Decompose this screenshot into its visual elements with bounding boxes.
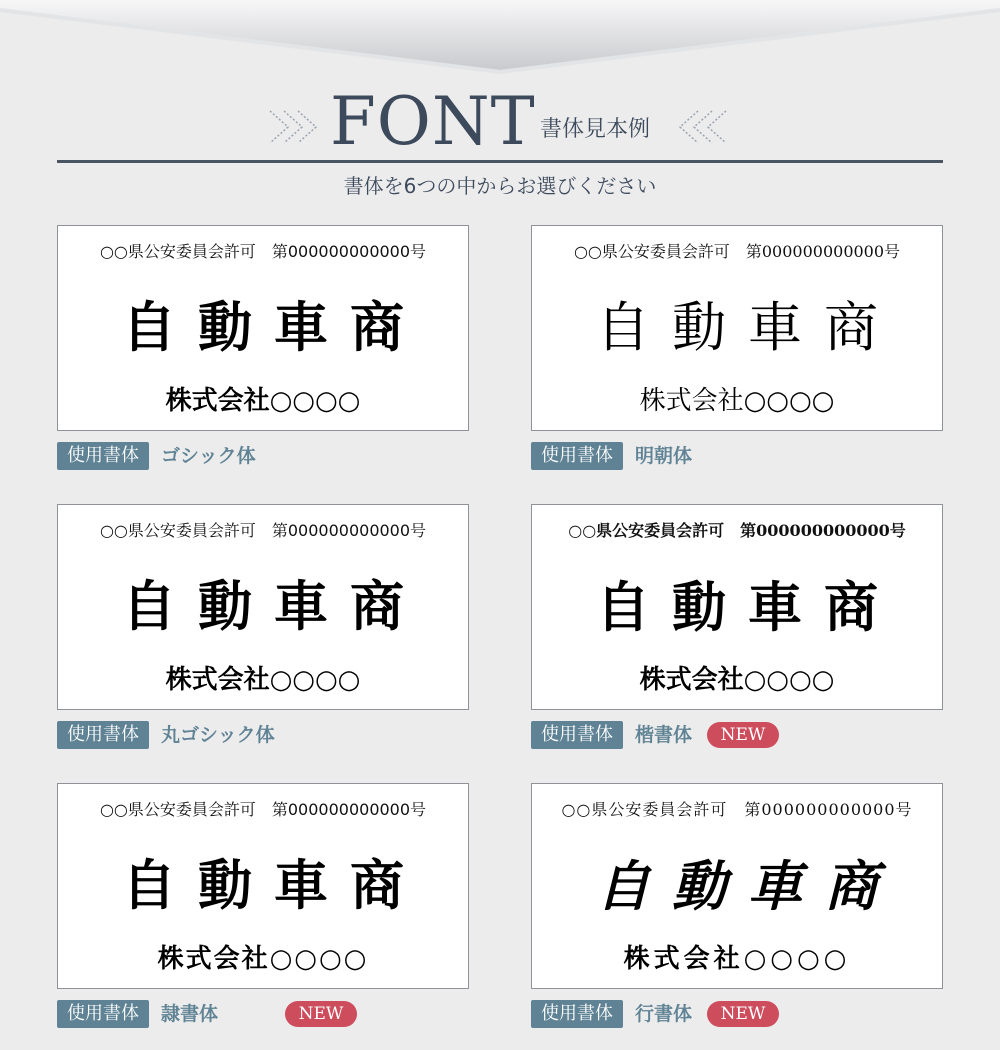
new-badge: NEW [707, 1001, 779, 1027]
company-name: 株式会社○○○○ [639, 386, 835, 416]
font-sample-card [57, 783, 469, 989]
title-divider [57, 160, 943, 163]
font-sample-card [531, 783, 943, 989]
company-name: 株式会社○○○○ [165, 665, 361, 695]
header [0, 85, 1000, 160]
font-sample-card [57, 225, 469, 431]
subtitle: 書体を6つの中からお選びください [343, 174, 657, 198]
font-label-row [531, 1000, 951, 1030]
license-line: ○○県公安委員会許可 第000000000000号 [568, 521, 906, 540]
page-title: FONT [330, 83, 536, 160]
sign-main-text: 自動車商 [122, 575, 426, 638]
license-line: ○○県公安委員会許可 第000000000000号 [99, 521, 427, 540]
font-name: 楷書体 [635, 724, 693, 746]
font-tag: 使用書体 [57, 1000, 149, 1028]
double-arrow-left-icon [676, 107, 732, 147]
company-name: 株式会社○○○○ [157, 944, 369, 974]
font-label-row [57, 1000, 477, 1030]
font-tag: 使用書体 [531, 1000, 623, 1028]
font-label-row [531, 442, 951, 472]
sign-main-text: 自動車商 [596, 575, 900, 639]
company-name: 株式会社○○○○ [639, 665, 835, 695]
sign-main-text: 自動車商 [122, 296, 426, 359]
font-name: ゴシック体 [161, 445, 256, 467]
license-line: ○○県公安委員会許可 第000000000000号 [561, 800, 913, 819]
top-chevron-banner [0, 0, 1000, 75]
sign-main-text: 自動車商 [596, 296, 900, 359]
font-label-row [57, 442, 477, 472]
font-name: 隷書体 [161, 1003, 219, 1025]
font-label-row [57, 721, 477, 751]
font-tag: 使用書体 [57, 721, 149, 749]
font-tag: 使用書体 [531, 721, 623, 749]
license-line: ○○県公安委員会許可 第000000000000号 [99, 242, 427, 261]
font-name: 明朝体 [635, 445, 693, 467]
font-tag: 使用書体 [57, 442, 149, 470]
font-name: 丸ゴシック体 [161, 724, 275, 746]
font-sample-card [531, 225, 943, 431]
font-tag: 使用書体 [531, 442, 623, 470]
new-badge: NEW [707, 722, 779, 748]
page-title-sub: 書体見本例 [540, 117, 651, 142]
license-line: ○○県公安委員会許可 第000000000000号 [99, 800, 427, 819]
company-name: 株式会社○○○○ [165, 386, 361, 416]
font-label-row [531, 721, 951, 751]
font-sample-card [531, 504, 943, 710]
font-name: 行書体 [635, 1003, 693, 1025]
font-sample-card [57, 504, 469, 710]
company-name: 株式会社○○○○ [623, 944, 851, 974]
license-line: ○○県公安委員会許可 第000000000000号 [573, 242, 901, 261]
sign-main-text: 自動車商 [596, 854, 900, 918]
sign-main-text: 自動車商 [122, 854, 426, 917]
double-arrow-right-icon [268, 107, 324, 147]
new-badge: NEW [285, 1001, 357, 1027]
